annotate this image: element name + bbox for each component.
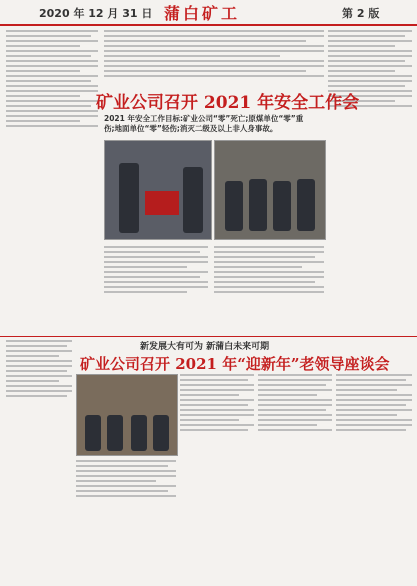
article1-subtitle-line2: 伤;地面单位“零”轻伤;消灭二级及以上非人身事故。 — [104, 124, 278, 133]
article1-photo-meeting — [214, 140, 326, 240]
article2-body-lower — [76, 460, 176, 580]
article2-kicker: 新发展大有可为 新蒲白未来可期 — [140, 342, 270, 352]
article2-headline: 矿业公司召开 2021 年“迎新年”老领导座谈会 — [80, 355, 390, 373]
newspaper-masthead: 蒲白矿工 — [164, 4, 241, 23]
issue-date: 2020 年 12 月 31 日 — [39, 7, 153, 20]
article2-column-2 — [258, 374, 332, 574]
section-divider — [0, 336, 417, 337]
article1-body-left — [104, 246, 208, 332]
article2-column-3 — [336, 374, 412, 574]
article1-right-column — [328, 30, 412, 330]
article1-left-column — [6, 30, 98, 330]
article2-photo — [76, 374, 178, 456]
article1-subtitle-line1: 2021 年安全工作目标:矿业公司“零”死亡;原煤单位“零”重 — [104, 114, 304, 123]
article2-left-column — [6, 340, 72, 580]
page-number: 第 2 版 — [342, 7, 380, 20]
article1-top-text — [104, 30, 324, 85]
article1-body-right — [214, 246, 324, 332]
article1-photo-award — [104, 140, 212, 240]
article2-column-1 — [180, 374, 254, 574]
page-header — [0, 0, 417, 26]
article1-headline: 矿业公司召开 2021 年安全工作会 — [96, 93, 360, 113]
